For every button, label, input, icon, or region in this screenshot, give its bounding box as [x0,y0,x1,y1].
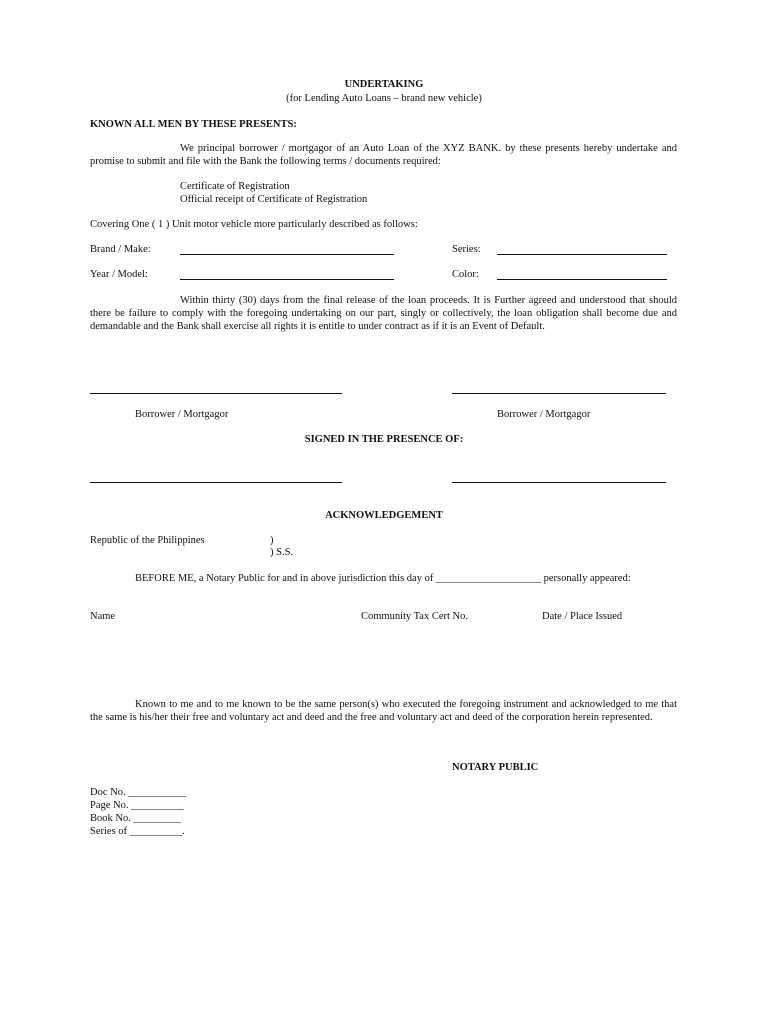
required-doc-item: Official receipt of Certificate of Registration [180,194,368,205]
venue-paren: ) [270,535,274,546]
year-model-label: Year / Model: [90,269,148,280]
page-no-line: Page No. __________ [90,800,184,811]
series-label: Series: [452,244,481,255]
covering-line: Covering One ( 1 ) Unit motor vehicle more particularly described as follows: [90,219,418,230]
republic-label: Republic of the Philippines [90,535,205,546]
witness-signature-line-left[interactable] [90,482,342,483]
series-of-line: Series of __________. [90,826,185,837]
default-clause-paragraph: Within thirty (30) days from the final release of the loan proceeds. It is Further agreed and understood that should there be failure to comply with the foregoing undertaking on our part, singly or collectively, the loan obligation shall become due and demandable and the Bank shall exercise all rights it is entitle to under contract as if it is an Event of Default. [90,295,677,332]
venue-ss: ) S.S. [270,547,294,558]
column-ctc: Community Tax Cert No. [361,611,468,622]
borrower-signature-line-left[interactable] [90,393,342,394]
brand-make-label: Brand / Make: [90,244,151,255]
color-blank[interactable] [497,279,667,280]
column-name: Name [90,611,116,622]
known-all-heading: KNOWN ALL MEN BY THESE PRESENTS: [90,119,297,130]
undertaking-paragraph: We principal borrower / mortgagor of an Auto Loan of the XYZ BANK. by these presents hereby undertake and promise to submit and file with the Bank the following terms / documents required: [90,143,677,167]
signed-presence-heading: SIGNED IN THE PRESENCE OF: [304,434,464,445]
document-title: UNDERTAKING [344,79,424,90]
borrower-label-left: Borrower / Mortgagor [135,409,229,420]
doc-no-line: Doc No. ___________ [90,787,186,798]
brand-make-blank[interactable] [180,254,394,255]
borrower-signature-line-right[interactable] [452,393,666,394]
book-no-line: Book No. _________ [90,813,181,824]
column-date-place: Date / Place Issued [542,611,623,622]
known-to-me-paragraph: Known to me and to me known to be the same person(s) who executed the foregoing instrument and acknowledged to me that the same is his/her their free and voluntary act and deed and the free and voluntary act and deed of the corporation herein represented. [90,699,677,723]
borrower-label-right: Borrower / Mortgagor [497,409,591,420]
series-blank[interactable] [497,254,667,255]
color-label: Color: [452,269,479,280]
acknowledgement-heading: ACKNOWLEDGEMENT [325,510,443,521]
before-me-paragraph: BEFORE ME, a Notary Public for and in above jurisdiction this day of ____________________ personally appeared: [135,573,631,584]
year-model-blank[interactable] [180,279,394,280]
required-doc-item: Certificate of Registration [180,181,290,192]
notary-public-heading: NOTARY PUBLIC [452,762,539,773]
document-subtitle: (for Lending Auto Loans – brand new vehicle) [286,93,482,104]
witness-signature-line-right[interactable] [452,482,666,483]
